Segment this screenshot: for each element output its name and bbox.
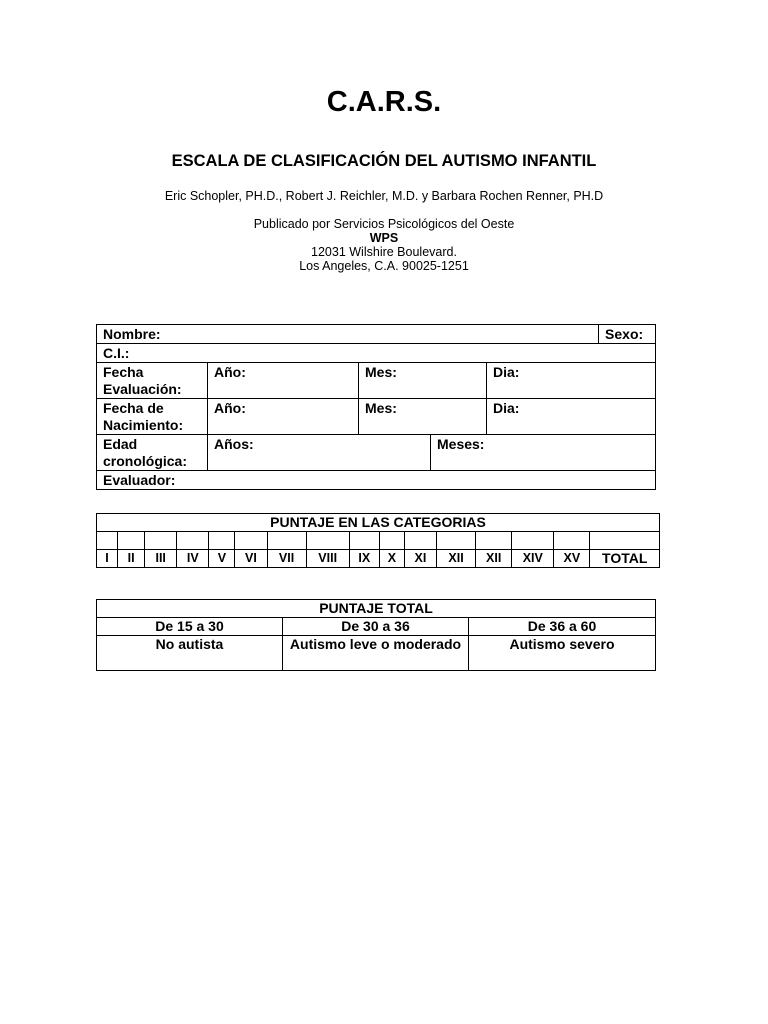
- patient-info-table: [96, 324, 656, 490]
- eval-year-label: Año:: [214, 364, 246, 380]
- category-label: XV: [554, 550, 590, 568]
- score-cell-v[interactable]: [209, 532, 235, 550]
- published-by: Publicado por Servicios Psicológicos del Oeste: [253, 217, 515, 231]
- name-field[interactable]: [97, 325, 599, 344]
- birth-year-field[interactable]: [208, 399, 359, 435]
- eval-day-field[interactable]: [487, 363, 656, 399]
- total-score-table: [96, 599, 656, 671]
- range-cell: De 30 a 36: [283, 618, 469, 636]
- birth-month-label: Mes:: [365, 400, 397, 416]
- category-label: XII: [437, 550, 476, 568]
- scale-subtitle: ESCALA DE CLASIFICACIÓN DEL AUTISMO INFANTIL: [171, 152, 597, 170]
- category-label: I: [97, 550, 118, 568]
- age-years-label: Años:: [214, 436, 254, 452]
- birth-day-field[interactable]: [487, 399, 656, 435]
- birth-month-field[interactable]: [359, 399, 487, 435]
- evaluator-field[interactable]: [97, 471, 656, 490]
- category-label: IV: [177, 550, 209, 568]
- score-cell-total[interactable]: [590, 532, 660, 550]
- range-cell: De 15 a 30: [97, 618, 283, 636]
- score-cell-xii-a[interactable]: [437, 532, 476, 550]
- ci-field[interactable]: [97, 344, 656, 363]
- category-label: XIV: [512, 550, 554, 568]
- category-label: III: [145, 550, 177, 568]
- score-cell-xi[interactable]: [404, 532, 436, 550]
- score-cell-iii[interactable]: [145, 532, 177, 550]
- birth-date-label: Fecha de Nacimiento:: [97, 399, 208, 435]
- total-score-title: PUNTAJE TOTAL: [97, 600, 656, 618]
- category-label: XII: [476, 550, 512, 568]
- birth-year-label: Año:: [214, 400, 246, 416]
- score-cell-iv[interactable]: [177, 532, 209, 550]
- birth-day-label: Dia:: [493, 400, 520, 416]
- eval-day-label: Dia:: [493, 364, 520, 380]
- categories-title: PUNTAJE EN LAS CATEGORIAS: [97, 514, 660, 532]
- category-label: V: [209, 550, 235, 568]
- score-cell-xii-b[interactable]: [476, 532, 512, 550]
- score-cell-i[interactable]: [97, 532, 118, 550]
- range-cell: De 36 a 60: [469, 618, 656, 636]
- authors-line: Eric Schopler, PH.D., Robert J. Reichler, M.D. y Barbara Rochen Renner, PH.D: [164, 189, 604, 203]
- score-cell-ix[interactable]: [349, 532, 379, 550]
- score-cell-viii[interactable]: [306, 532, 349, 550]
- ci-label: C.I.:: [103, 345, 130, 361]
- publisher-abbr: WPS: [369, 231, 399, 245]
- category-label: VIII: [306, 550, 349, 568]
- eval-month-field[interactable]: [359, 363, 487, 399]
- category-label: IX: [349, 550, 379, 568]
- sex-field[interactable]: [599, 325, 656, 344]
- category-label: VII: [267, 550, 306, 568]
- address-line-2: Los Angeles, C.A. 90025-1251: [299, 259, 469, 273]
- score-cell-xiv[interactable]: [512, 532, 554, 550]
- eval-month-label: Mes:: [365, 364, 397, 380]
- category-label: X: [379, 550, 404, 568]
- category-label: II: [118, 550, 145, 568]
- age-label: Edad cronológica:: [97, 435, 208, 471]
- interpretation-cell: Autismo leve o moderado: [283, 636, 469, 671]
- score-cell-vi[interactable]: [235, 532, 267, 550]
- age-years-field[interactable]: [208, 435, 431, 471]
- category-scores-table: [96, 513, 660, 568]
- interpretation-cell: Autismo severo: [469, 636, 656, 671]
- category-label: XI: [404, 550, 436, 568]
- score-cell-xv[interactable]: [554, 532, 590, 550]
- score-cell-x[interactable]: [379, 532, 404, 550]
- name-label: Nombre:: [103, 326, 161, 342]
- page-title: C.A.R.S.: [326, 86, 442, 118]
- evaluator-label: Evaluador:: [103, 472, 176, 488]
- eval-date-label: Fecha Evaluación:: [97, 363, 208, 399]
- score-cell-vii[interactable]: [267, 532, 306, 550]
- eval-year-field[interactable]: [208, 363, 359, 399]
- interpretation-cell: No autista: [97, 636, 283, 671]
- total-label: TOTAL: [590, 550, 660, 568]
- age-months-label: Meses:: [437, 436, 485, 452]
- category-label: VI: [235, 550, 267, 568]
- score-cell-ii[interactable]: [118, 532, 145, 550]
- sex-label: Sexo:: [605, 326, 644, 342]
- age-months-field[interactable]: [431, 435, 656, 471]
- address-line-1: 12031 Wilshire Boulevard.: [311, 245, 457, 259]
- publisher-block: [0, 217, 768, 273]
